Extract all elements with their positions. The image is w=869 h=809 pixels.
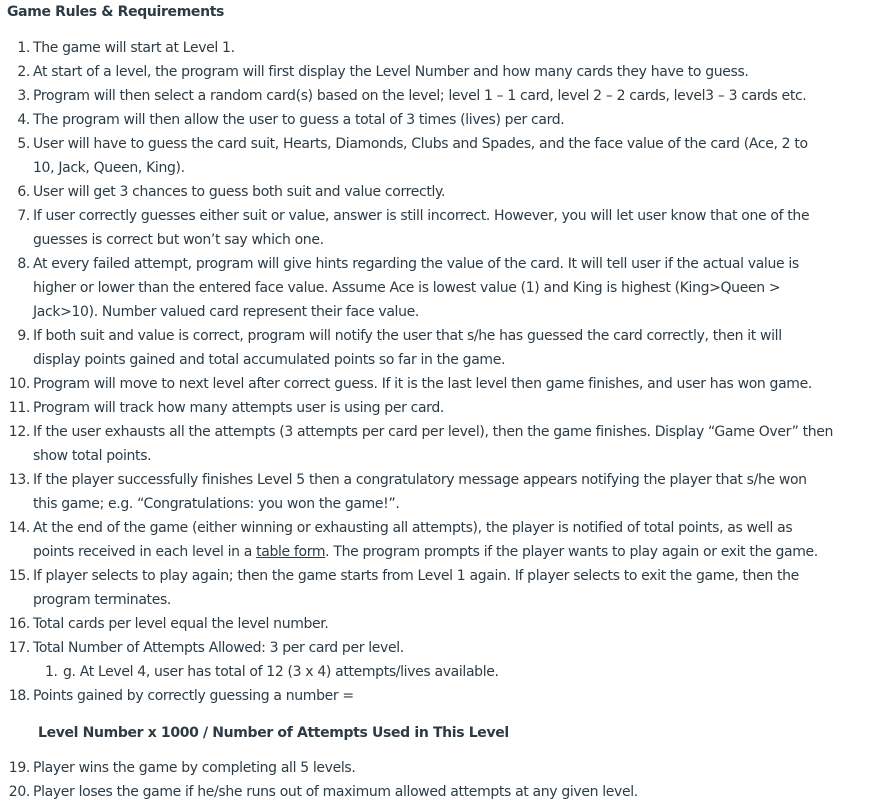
rule-number: 1. (17, 40, 30, 56)
rule-text: User will have to guess the card suit, Hearts, Diamonds, Clubs and Spades, and the face value of the card (Ace, 2 to (33, 136, 808, 152)
rule-item-12 (0, 420, 869, 444)
rule-number: 12. (8, 424, 30, 440)
rule-item-9-cont (0, 348, 869, 372)
rule-item-6 (0, 180, 869, 204)
rule-text: The program will then allow the user to guess a total of 3 times (lives) per card. (33, 112, 565, 128)
rule-item-18 (0, 684, 869, 708)
rule-text: guesses is correct but won’t say which one. (33, 232, 324, 248)
rule-number: 13. (8, 472, 30, 488)
rule-text-after-link: . The program prompts if the player wants to play again or exit the game. (325, 544, 818, 560)
rule-item-8-cont (0, 276, 869, 300)
rule-number: 20. (8, 784, 30, 800)
rule-number: 16. (8, 616, 30, 632)
rule-number: 14. (8, 520, 30, 536)
rule-text: Program will then select a random card(s) based on the level; level 1 – 1 card, level 2 – 2 cards, level3 – 3 cards etc. (33, 88, 807, 104)
rule-item-8-cont (0, 300, 869, 324)
rule-text: Program will track how many attempts user is using per card. (33, 400, 444, 416)
rule-item-17 (0, 636, 869, 660)
rule-item-2 (0, 60, 869, 84)
rule-text: Total cards per level equal the level number. (33, 616, 329, 632)
rule-text: Points gained by correctly guessing a number = (33, 688, 354, 704)
rule-item-9 (0, 324, 869, 348)
rule-number: 19. (8, 760, 30, 776)
rule-text: Player loses the game if he/she runs out of maximum allowed attempts at any given level. (33, 784, 638, 800)
rule-text: The game will start at Level 1. (33, 40, 235, 56)
rule-item-11 (0, 396, 869, 420)
rule-item-5 (0, 132, 869, 156)
rule-number: 10. (8, 376, 30, 392)
rule-item-8 (0, 252, 869, 276)
rule-number: 4. (17, 112, 30, 128)
rule-text: Player wins the game by completing all 5 levels. (33, 760, 356, 776)
rule-item-4 (0, 108, 869, 132)
rule-item-16 (0, 612, 869, 636)
rule-text: User will get 3 chances to guess both suit and value correctly. (33, 184, 446, 200)
rule-text: Total Number of Attempts Allowed: 3 per card per level. (33, 640, 404, 656)
rule-item-7 (0, 204, 869, 228)
rule-number: 17. (8, 640, 30, 656)
rule-number: 15. (8, 568, 30, 584)
rule-number: 2. (17, 64, 30, 80)
rule-text: At every failed attempt, program will give hints regarding the value of the card. It will tell user if the actual value is (33, 256, 799, 272)
table-form-link[interactable]: table form (256, 544, 326, 560)
rule-text: If player selects to play again; then the game starts from Level 1 again. If player selects to exit the game, then the (33, 568, 799, 584)
rule-number: 18. (8, 688, 30, 704)
rule-item-19 (0, 756, 869, 780)
rule-item-1 (0, 36, 869, 60)
rule-text: At the end of the game (either winning or exhausting all attempts), the player is notified of total points, as well as (33, 520, 793, 536)
rule-item-7-cont (0, 228, 869, 252)
rule-item-14 (0, 516, 869, 540)
rule-text: If the user exhausts all the attempts (3 attempts per card per level), then the game finishes. Display “Game Over” then (33, 424, 834, 440)
rule-item-15-cont (0, 588, 869, 612)
rule-item-12-cont (0, 444, 869, 468)
rule-text: higher or lower than the entered face value. Assume Ace is lowest value (1) and King is highest (King>Queen > (33, 280, 781, 296)
rule-number: 5. (17, 136, 30, 152)
rule-number: 7. (17, 208, 30, 224)
rule-number: 3. (17, 88, 30, 104)
rule-text-before-link: points received in each level in a (33, 544, 257, 560)
rule-number: 8. (17, 256, 30, 272)
rule-item-13 (0, 468, 869, 492)
rule-text: show total points. (33, 448, 152, 464)
rule-text: Program will move to next level after correct guess. If it is the last level then game finishes, and user has won game. (33, 376, 812, 392)
page-title: Game Rules & Requirements (7, 4, 225, 20)
rule-number: 6. (17, 184, 30, 200)
sub-list-item (0, 660, 869, 684)
rule-number: 9. (17, 328, 30, 344)
sub-item-text: g. At Level 4, user has total of 12 (3 x 4) attempts/lives available. (63, 664, 499, 680)
rule-text: this game; e.g. “Congratulations: you won the game!”. (33, 496, 400, 512)
rule-item-14-cont (0, 540, 869, 564)
rule-item-20 (0, 780, 869, 804)
rule-text: If both suit and value is correct, program will notify the user that s/he has guessed the card correctly, then it will (33, 328, 782, 344)
rule-text: If the player successfully finishes Level 5 then a congratulatory message appears notifying the player that s/he won (33, 472, 807, 488)
rule-item-13-cont (0, 492, 869, 516)
rule-text (33, 540, 818, 564)
rule-item-15 (0, 564, 869, 588)
sub-item-number: 1. (45, 664, 58, 680)
rule-text: If user correctly guesses either suit or value, answer is still incorrect. However, you will let user know that one of the (33, 208, 810, 224)
rule-text: display points gained and total accumulated points so far in the game. (33, 352, 506, 368)
rule-item-10 (0, 372, 869, 396)
rule-number: 11. (8, 400, 30, 416)
rule-text: program terminates. (33, 592, 171, 608)
rule-item-3 (0, 84, 869, 108)
rule-item-5-cont (0, 156, 869, 180)
rule-text: At start of a level, the program will first display the Level Number and how many cards they have to guess. (33, 64, 749, 80)
points-formula: Level Number x 1000 / Number of Attempts Used in This Level (38, 725, 509, 741)
rule-text: 10, Jack, Queen, King). (33, 160, 185, 176)
rule-text: Jack>10). Number valued card represent their face value. (33, 304, 419, 320)
